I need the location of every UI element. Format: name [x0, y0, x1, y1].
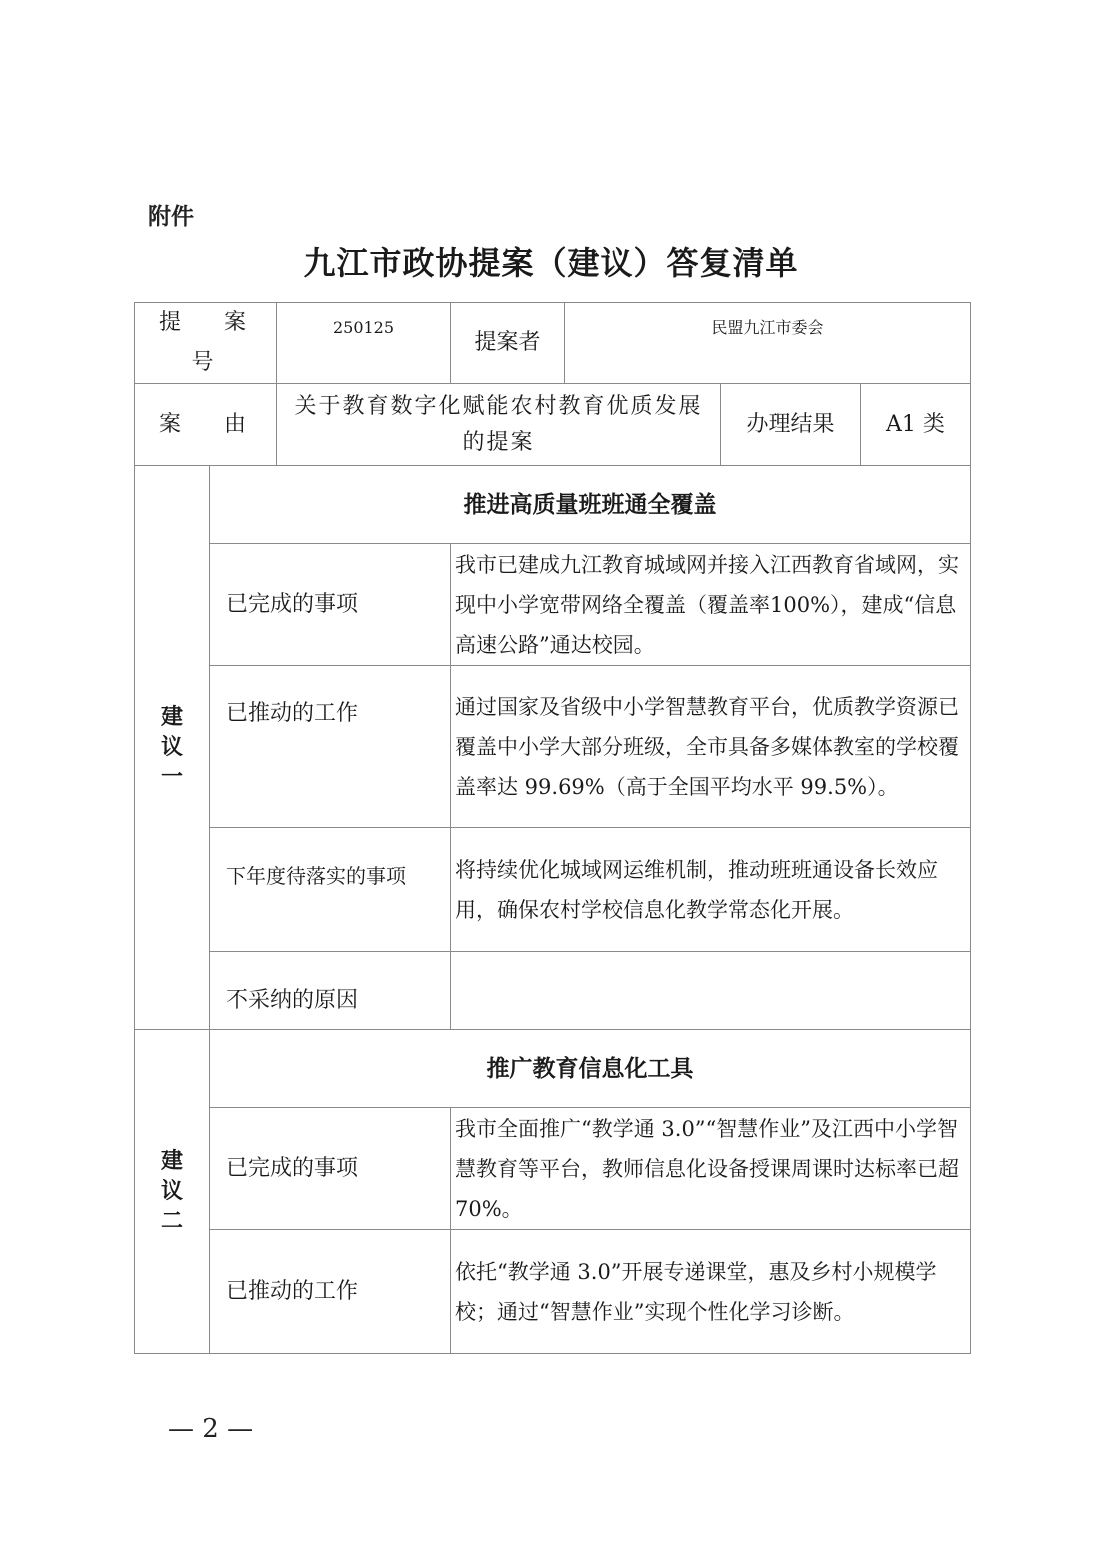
- suggestion-2-label-char: 建: [160, 1148, 183, 1174]
- suggestion-1-label-char: 议: [160, 734, 183, 760]
- proposal-no-value: 250125: [277, 303, 451, 384]
- item-text: 通过国家及省级中小学智慧教育平台，优质教学资源已覆盖中小学大部分班级，全市具备多媒体教室的学校覆盖率达 99.69%（高于全国平均水平 99.5%）。: [451, 666, 971, 828]
- subject-row: [135, 384, 971, 466]
- item-text: [451, 952, 971, 1030]
- suggestion-1-label-char: 一: [160, 764, 183, 790]
- proposal-info-row: [135, 303, 971, 384]
- suggestion-2-topic: 推广教育信息化工具: [210, 1030, 971, 1108]
- proposer-label: 提案者: [451, 303, 565, 384]
- item-label: 已完成的事项: [210, 1108, 451, 1230]
- table-row: [135, 952, 971, 1030]
- reply-table: [134, 302, 971, 1354]
- suggestion-1-topic-row: [135, 466, 971, 544]
- item-text: 将持续优化城域网运维机制，推动班班通设备长效应用，确保农村学校信息化教学常态化开展。: [451, 828, 971, 952]
- proposer-value: 民盟九江市委会: [565, 303, 971, 384]
- table-row: [135, 1230, 971, 1354]
- subject-label: 案 由: [135, 384, 277, 466]
- suggestion-2-label-char: 二: [160, 1208, 183, 1234]
- item-label: 已推动的工作: [210, 1230, 451, 1354]
- table-row: [135, 544, 971, 666]
- result-label: 办理结果: [721, 384, 861, 466]
- table-row: [135, 1108, 971, 1230]
- item-label: 已推动的工作: [210, 666, 451, 828]
- suggestion-1-label: [135, 466, 210, 1030]
- suggestion-1-label-char: 建: [160, 704, 183, 730]
- item-label: 下年度待落实的事项: [210, 828, 451, 952]
- suggestion-1-topic: 推进高质量班班通全覆盖: [210, 466, 971, 544]
- document-title: 九江市政协提案（建议）答复清单: [303, 244, 799, 282]
- item-text: 依托“教学通 3.0”开展专递课堂，惠及乡村小规模学校；通过“智慧作业”实现个性化学习诊断。: [451, 1230, 971, 1354]
- item-text: 我市全面推广“教学通 3.0”“智慧作业”及江西中小学智慧教育等平台，教师信息化设备授课周课时达标率已超 70%。: [451, 1108, 971, 1230]
- proposal-no-label: 提 案 号: [135, 303, 277, 384]
- attachment-label: 附件: [148, 204, 194, 230]
- table-row: [135, 666, 971, 828]
- result-value: A1 类: [861, 384, 971, 466]
- suggestion-2-label-char: 议: [160, 1178, 183, 1204]
- suggestion-2-topic-row: [135, 1030, 971, 1108]
- item-text: 我市已建成九江教育城域网并接入江西教育省域网，实现中小学宽带网络全覆盖（覆盖率100%），建成“信息高速公路”通达校园。: [451, 544, 971, 666]
- item-label: 已完成的事项: [210, 544, 451, 666]
- suggestion-2-label: [135, 1030, 210, 1354]
- table-row: [135, 828, 971, 952]
- item-label: 不采纳的原因: [210, 952, 451, 1030]
- subject-value: 关于教育数字化赋能农村教育优质发展的提案: [277, 384, 721, 466]
- page-number: — 2 —: [168, 1414, 254, 1444]
